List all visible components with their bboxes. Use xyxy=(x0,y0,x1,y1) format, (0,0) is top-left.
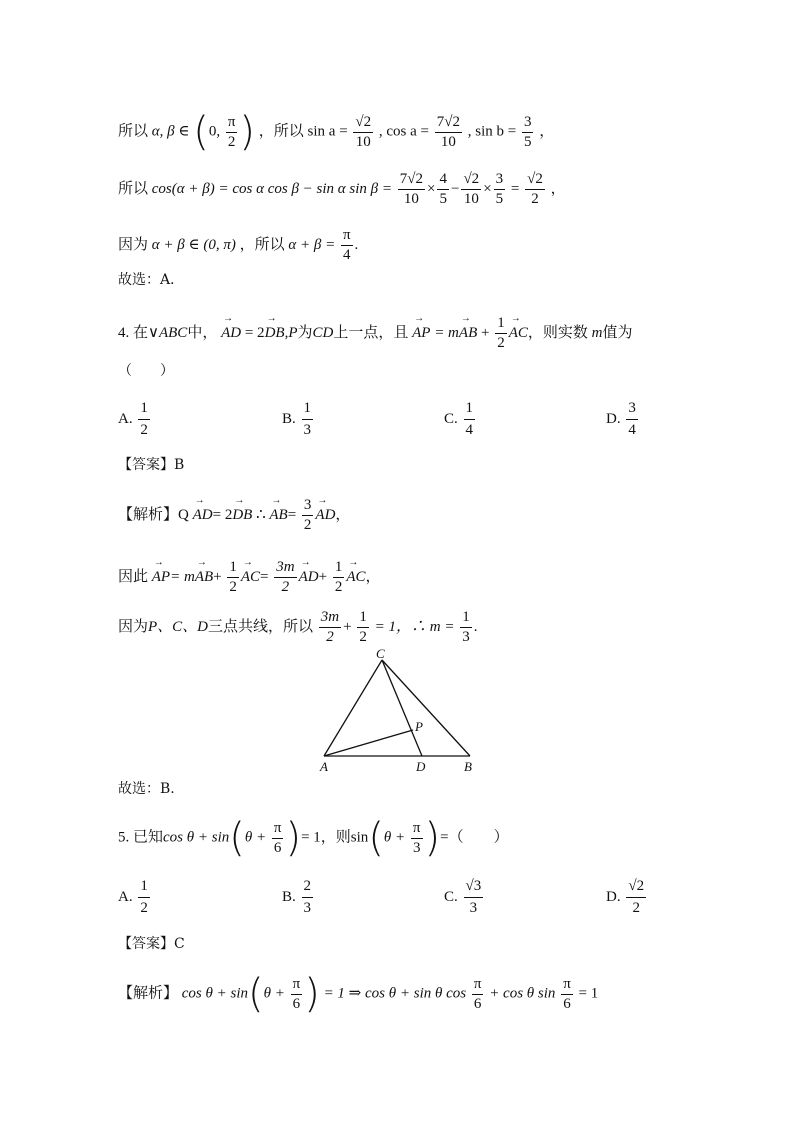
denominator: 2 xyxy=(497,335,505,351)
fraction xyxy=(411,821,423,856)
fraction xyxy=(494,172,506,207)
fraction xyxy=(435,115,462,150)
left-paren: ( xyxy=(193,109,209,155)
numerator: π xyxy=(226,115,238,133)
fraction xyxy=(341,228,353,263)
fraction xyxy=(291,977,303,1012)
fraction xyxy=(302,878,314,917)
text: 在∨ xyxy=(133,324,159,341)
numerator: 7√2 xyxy=(398,172,425,190)
text: ， xyxy=(550,180,566,197)
q4-option-a[interactable] xyxy=(118,400,152,439)
denominator: 6 xyxy=(273,839,282,856)
option-letter: D. xyxy=(606,888,621,905)
triangle-figure xyxy=(310,645,490,775)
denominator: 2 xyxy=(229,579,237,595)
denominator: 10 xyxy=(440,133,456,150)
math-expr: cos θ + sin xyxy=(181,985,249,1002)
right-paren: ) xyxy=(424,815,441,861)
vector: → AC xyxy=(346,570,365,585)
math-expr: cos θ + sin xyxy=(163,829,230,846)
explanation-line-3 xyxy=(118,228,358,263)
option-letter: D. xyxy=(606,410,621,427)
left-paren: ( xyxy=(368,815,384,861)
q5-option-b[interactable] xyxy=(282,878,315,917)
operator: = xyxy=(260,568,269,585)
math-expr: θ + xyxy=(263,985,285,1002)
fraction xyxy=(561,977,573,1012)
numerator: 3 xyxy=(494,172,506,190)
operator: = xyxy=(510,180,520,197)
vector: → AC xyxy=(509,326,528,341)
fraction xyxy=(461,172,481,207)
fraction xyxy=(226,115,238,150)
text: , xyxy=(284,324,289,341)
vector: → AP xyxy=(412,326,430,341)
text: 中， xyxy=(187,324,218,341)
numerator: 1 xyxy=(464,400,476,420)
text: ，则实数 xyxy=(527,324,588,341)
denominator: 4 xyxy=(342,247,351,263)
right-paren: ) xyxy=(285,815,302,861)
math-expr: , cos a = xyxy=(378,123,430,140)
numerator: 1 xyxy=(333,560,345,578)
text: ，所以 xyxy=(239,236,285,253)
text: 所以 xyxy=(118,180,149,197)
text: 值为 xyxy=(602,324,633,341)
question-number: 5. xyxy=(118,829,130,846)
option-letter: B. xyxy=(282,410,296,427)
numerator: √3 xyxy=(464,878,484,898)
fraction xyxy=(626,878,646,917)
segment-bc xyxy=(382,660,470,756)
label-d: D xyxy=(416,759,426,774)
math-expr: = 1 xyxy=(578,985,599,1002)
operator: = 1 xyxy=(301,829,321,846)
operator: + xyxy=(318,568,328,585)
denominator: 5 xyxy=(523,133,532,150)
math-expr: = 1，∴ m = xyxy=(374,618,455,635)
denominator: 2 xyxy=(303,517,312,533)
option-letter: A. xyxy=(118,410,133,427)
operator: = xyxy=(287,506,297,523)
numerator: 1 xyxy=(460,610,472,628)
denominator: 2 xyxy=(140,422,148,438)
numerator: √2 xyxy=(353,115,373,133)
vector: → DB xyxy=(265,326,285,341)
text: 因为 xyxy=(118,618,149,635)
q4-answer: 【答案】B xyxy=(118,457,185,473)
operator: × xyxy=(427,180,436,197)
fraction xyxy=(227,560,239,595)
numerator: 1 xyxy=(495,316,507,334)
text: ，所以 xyxy=(258,123,304,140)
math-expr: P、C、D xyxy=(148,618,209,635)
denominator: 4 xyxy=(628,422,636,438)
explanation-tag: 【解析】 xyxy=(118,506,179,523)
text: ， xyxy=(539,123,555,140)
vector: → AP xyxy=(152,570,170,585)
q4-option-d[interactable] xyxy=(606,400,640,439)
numerator: 7√2 xyxy=(435,115,462,133)
vector: → AD xyxy=(221,326,241,341)
denominator: 2 xyxy=(531,191,539,207)
fraction xyxy=(272,821,284,856)
answer-choice-text: 故选：B. xyxy=(118,781,175,797)
text: 三点共线，所以 xyxy=(208,618,314,635)
numerator: π xyxy=(272,821,284,839)
label-a: A xyxy=(320,759,328,774)
denominator: 3 xyxy=(412,839,421,856)
numerator: √2 xyxy=(626,878,646,898)
numerator: 1 xyxy=(138,400,150,420)
math-expr: 0, xyxy=(208,123,221,140)
option-letter: C. xyxy=(444,410,458,427)
numerator: 4 xyxy=(437,172,449,190)
explanation-line-1 xyxy=(118,109,555,155)
denominator: 2 xyxy=(334,579,343,595)
numerator: π xyxy=(561,977,573,995)
fraction xyxy=(460,610,472,645)
numerator: 2 xyxy=(302,878,314,898)
answer-choice-text: 故选：A． xyxy=(118,272,185,288)
math-expr: , sin b = xyxy=(467,123,517,140)
denominator: 3 xyxy=(303,900,312,916)
text: 因此 xyxy=(118,568,149,585)
fraction xyxy=(398,172,425,207)
question-number: 4. xyxy=(118,324,130,341)
text: 所以 xyxy=(118,123,149,140)
math-expr: P xyxy=(288,324,298,341)
left-paren: ( xyxy=(248,971,264,1017)
numerator: 1 xyxy=(138,878,150,898)
label-p: P xyxy=(415,719,423,734)
fraction xyxy=(302,400,314,439)
math-expr: θ + xyxy=(244,829,267,846)
fraction xyxy=(353,115,373,150)
fraction xyxy=(319,610,341,645)
denominator: 10 xyxy=(355,133,371,150)
math-expr: m xyxy=(591,324,603,341)
numerator: √2 xyxy=(525,172,545,190)
fraction xyxy=(333,560,345,595)
numerator: π xyxy=(411,821,423,839)
denominator: 2 xyxy=(326,629,334,645)
denominator: 6 xyxy=(292,995,301,1012)
math-expr: cos(α + β) = cos α cos β − sin α sin β = xyxy=(151,180,393,197)
denominator: 5 xyxy=(439,191,447,207)
fraction xyxy=(626,400,638,439)
q5-option-c[interactable] xyxy=(444,878,485,917)
text: . xyxy=(354,236,359,253)
explanation-line-2 xyxy=(118,172,566,207)
numerator: 1 xyxy=(302,400,314,420)
q5-option-a[interactable] xyxy=(118,878,152,917)
q5-answer: 【答案】C xyxy=(118,936,185,952)
symbol: ∴ xyxy=(256,506,266,523)
text: ， xyxy=(335,506,351,523)
q5-option-d[interactable] xyxy=(606,878,648,917)
fraction xyxy=(437,172,449,207)
fraction xyxy=(464,878,484,917)
denominator: 2 xyxy=(140,900,148,916)
question-4 xyxy=(118,316,633,351)
operator: − xyxy=(450,180,460,197)
vector: → AC xyxy=(241,570,260,585)
denominator: 5 xyxy=(495,191,504,207)
fraction xyxy=(464,400,476,439)
numerator: π xyxy=(291,977,303,995)
fraction xyxy=(138,400,150,439)
vector: → AD xyxy=(315,508,335,523)
denominator: 6 xyxy=(563,995,571,1012)
q4-explanation-3 xyxy=(118,610,477,645)
numerator: 3 xyxy=(626,400,638,420)
numerator: 3m xyxy=(274,560,296,578)
denominator: 10 xyxy=(463,191,479,207)
denominator: 3 xyxy=(469,900,478,916)
label-c: C xyxy=(376,646,385,661)
symbol: Q xyxy=(178,506,189,523)
q4-option-b[interactable] xyxy=(282,400,315,439)
numerator: 3 xyxy=(302,498,314,516)
option-letter: A. xyxy=(118,888,133,905)
math-expr: ABC xyxy=(158,324,188,341)
numerator: 1 xyxy=(357,610,369,628)
text: 因为 xyxy=(118,236,149,253)
operator: = m xyxy=(434,324,459,341)
right-paren: ) xyxy=(239,109,256,155)
question-4-paren: （ ） xyxy=(118,363,174,379)
q4-explanation-1 xyxy=(118,498,350,533)
text: 已知 xyxy=(133,829,164,846)
vector: → AD xyxy=(193,508,213,523)
operator: = 2 xyxy=(244,324,265,341)
denominator: 4 xyxy=(465,422,474,438)
operator: = 2 xyxy=(212,506,233,523)
label-b: B xyxy=(464,759,472,774)
math-expr: θ + xyxy=(383,829,406,846)
text: ，则 xyxy=(320,829,351,846)
fraction xyxy=(525,172,545,207)
explanation-tag: 【解析】 xyxy=(118,985,179,1002)
operator: + xyxy=(480,324,490,341)
operator: = m xyxy=(170,568,195,585)
math-expr: α + β = xyxy=(288,236,336,253)
vector: → AB xyxy=(195,570,213,585)
fraction xyxy=(302,498,314,533)
numerator: π xyxy=(341,228,353,246)
math-expr: sin a = xyxy=(307,123,348,140)
fraction xyxy=(138,878,150,917)
vector: → AD xyxy=(299,570,319,585)
text: ， xyxy=(365,568,381,585)
math-expr: + cos θ sin xyxy=(489,985,556,1002)
left-paren: ( xyxy=(229,815,245,861)
operator: + xyxy=(213,568,222,585)
vector: → DB xyxy=(232,508,252,523)
math-expr: α, β ∈ xyxy=(151,123,190,140)
text: 为 xyxy=(297,324,313,341)
math-expr: sin xyxy=(350,829,369,846)
fraction xyxy=(274,560,296,595)
fraction xyxy=(472,977,484,1012)
math-expr: CD xyxy=(312,324,334,341)
denominator: 3 xyxy=(462,629,470,645)
denominator: 2 xyxy=(359,629,367,645)
option-letter: C. xyxy=(444,888,458,905)
numerator: 1 xyxy=(227,560,239,578)
denominator: 6 xyxy=(473,995,482,1012)
math-expr: α + β ∈ (0, π) xyxy=(151,236,236,253)
q5-explanation xyxy=(118,971,599,1017)
denominator: 2 xyxy=(281,579,290,595)
vector: → AB xyxy=(459,326,477,341)
right-paren: ) xyxy=(304,971,320,1017)
numerator: π xyxy=(472,977,484,995)
text: . xyxy=(473,618,478,635)
fraction xyxy=(522,115,534,150)
numerator: 3m xyxy=(319,610,341,628)
operator: = xyxy=(440,829,449,846)
text: 上一点，且 xyxy=(333,324,409,341)
fraction xyxy=(495,316,507,351)
question-5 xyxy=(118,815,509,861)
fraction xyxy=(357,610,369,645)
math-expr: = 1 ⇒ cos θ + sin θ cos xyxy=(323,985,467,1002)
operator: × xyxy=(483,180,492,197)
denominator: 2 xyxy=(227,133,236,150)
text: （ ） xyxy=(448,829,509,846)
q4-explanation-2 xyxy=(118,560,381,595)
numerator: 3 xyxy=(522,115,534,133)
numerator: √2 xyxy=(461,172,481,190)
denominator: 10 xyxy=(403,191,419,207)
vector: → AB xyxy=(269,508,287,523)
segment-cd xyxy=(382,660,422,756)
q4-option-c[interactable] xyxy=(444,400,477,439)
operator: + xyxy=(343,618,352,635)
option-letter: B. xyxy=(282,888,296,905)
denominator: 2 xyxy=(632,900,640,916)
denominator: 3 xyxy=(303,422,312,438)
